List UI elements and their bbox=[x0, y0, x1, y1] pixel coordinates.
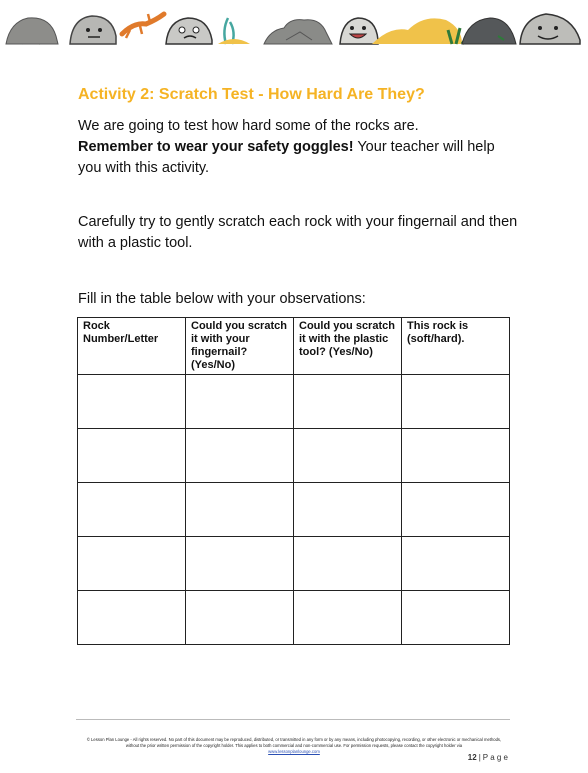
plant-icon bbox=[218, 18, 250, 44]
table-cell[interactable] bbox=[186, 591, 294, 645]
rock-character-icon bbox=[166, 18, 212, 44]
table-cell[interactable] bbox=[78, 537, 186, 591]
column-header-soft-hard: This rock is (soft/hard). bbox=[402, 318, 510, 375]
safety-reminder: Remember to wear your safety goggles! bbox=[78, 139, 354, 155]
table-instruction: Fill in the table below with your observations: bbox=[78, 291, 366, 307]
rock-character-icon bbox=[70, 16, 116, 44]
intro-text: We are going to test how hard some of the rocks are. bbox=[78, 118, 419, 134]
page-number bbox=[468, 753, 508, 762]
table-row bbox=[78, 483, 510, 537]
table-cell[interactable] bbox=[294, 483, 402, 537]
copyright-text: © Lesson Plan Lounge - All rights reserved. No part of this document may be reproduced, distributed, or transmitted in any form or by any means, including photocopying, recording, or other electronic or mechanical methods, without the prior written permission of the copyright holder. This applies to both commercial and non-commercial use. For permission requests, please contact the copyright holder via bbox=[86, 737, 502, 748]
table-cell[interactable] bbox=[294, 375, 402, 429]
table-cell[interactable] bbox=[186, 483, 294, 537]
rock-characters-banner bbox=[0, 0, 588, 48]
table-cell[interactable] bbox=[294, 429, 402, 483]
table-cell[interactable] bbox=[186, 375, 294, 429]
intro-paragraph bbox=[78, 116, 518, 179]
website-link[interactable]: www.lessonplanlounge.com bbox=[268, 749, 320, 754]
table-cell[interactable] bbox=[186, 537, 294, 591]
rock-character-icon bbox=[6, 18, 58, 44]
observation-table bbox=[77, 317, 510, 645]
page-separator: | bbox=[478, 753, 481, 762]
table-row bbox=[78, 375, 510, 429]
table-cell[interactable] bbox=[186, 429, 294, 483]
rock-character-icon bbox=[462, 18, 516, 44]
table-cell[interactable] bbox=[294, 537, 402, 591]
table-cell[interactable] bbox=[402, 429, 510, 483]
table-cell[interactable] bbox=[78, 429, 186, 483]
footer-divider bbox=[76, 719, 510, 720]
rock-character-icon bbox=[520, 14, 580, 44]
table-row bbox=[78, 591, 510, 645]
table-row bbox=[78, 429, 510, 483]
rock-pile-icon bbox=[264, 20, 332, 44]
page-label: P a g e bbox=[482, 753, 508, 762]
table-cell[interactable] bbox=[78, 375, 186, 429]
table-row bbox=[78, 537, 510, 591]
page-number-value: 12 bbox=[467, 753, 477, 762]
activity-heading: Activity 2: Scratch Test - How Hard Are They? bbox=[78, 86, 425, 103]
column-header-plastic-tool: Could you scratch it with the plastic tool? (Yes/No) bbox=[294, 318, 402, 375]
copyright-notice bbox=[80, 737, 508, 755]
lizard-icon bbox=[122, 14, 164, 38]
table-cell[interactable] bbox=[402, 483, 510, 537]
column-header-fingernail: Could you scratch it with your fingernail? (Yes/No) bbox=[186, 318, 294, 375]
table-cell[interactable] bbox=[402, 375, 510, 429]
table-cell[interactable] bbox=[402, 591, 510, 645]
table-header-row bbox=[78, 318, 510, 375]
table-cell[interactable] bbox=[402, 537, 510, 591]
column-header-rock-number: Rock Number/Letter bbox=[78, 318, 186, 375]
table-cell[interactable] bbox=[78, 591, 186, 645]
rock-character-icon bbox=[340, 18, 378, 44]
table-cell[interactable] bbox=[78, 483, 186, 537]
table-cell[interactable] bbox=[294, 591, 402, 645]
teacher-help-text: Your teacher will help you with this activity. bbox=[78, 139, 495, 176]
instruction-paragraph: Carefully try to gently scratch each rock with your fingernail and then with a plastic tool. bbox=[78, 214, 518, 251]
